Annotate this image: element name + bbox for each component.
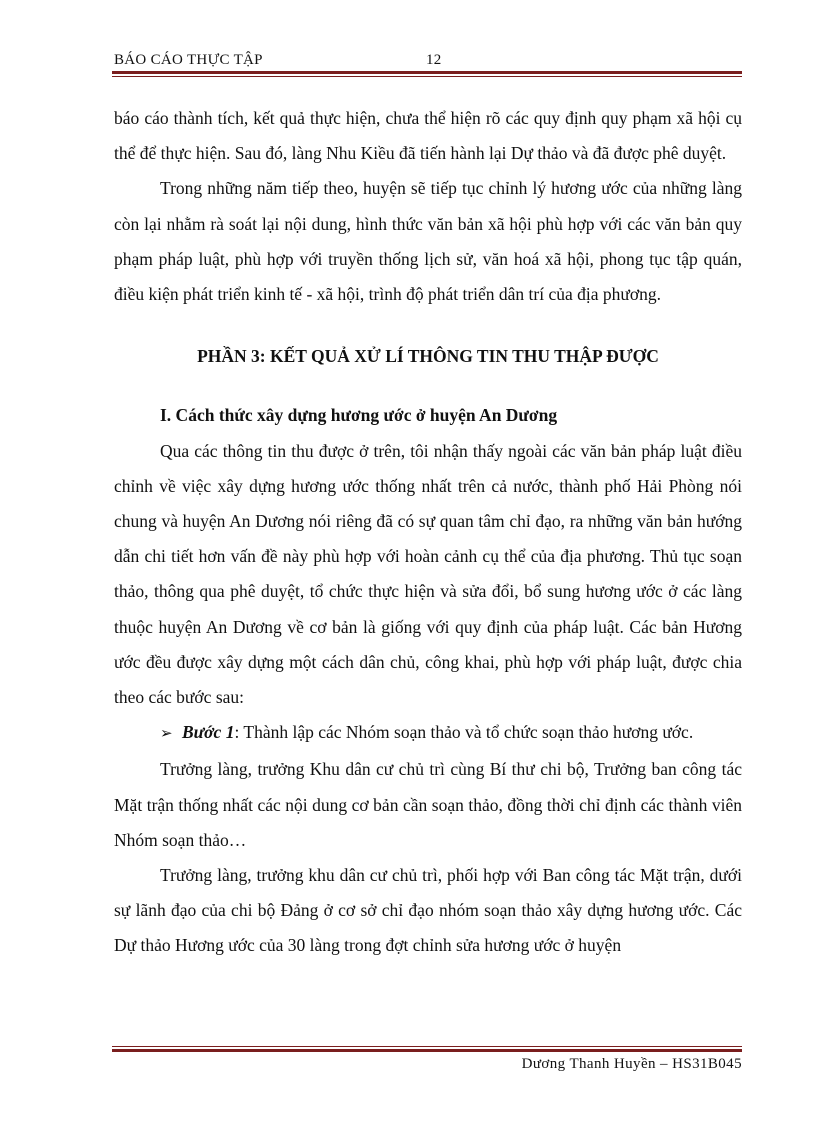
page-header bbox=[112, 52, 742, 72]
paragraph-drafting: Trưởng làng, trưởng khu dân cư chủ trì, phối hợp với Ban công tác Mặt trận, dưới sự lãnh đạo của chi bộ Đảng ở cơ sở chỉ đạo nhóm soạn thảo xây dựng hương ước. Các Dự thảo Hương ước của 30 làng trong đợt chỉnh sửa hương ước ở huyện bbox=[114, 865, 742, 956]
paragraph-continuation: báo cáo thành tích, kết quả thực hiện, chưa thể hiện rõ các quy định quy phạm xã hội cụ thể để thực hiện. Sau đó, làng Nhu Kiều đã tiến hành lại Dự thảo và đã được phê duyệt. bbox=[114, 108, 742, 164]
paragraph-overview: Qua các thông tin thu được ở trên, tôi nhận thấy ngoài các văn bản pháp luật điều chỉnh về việc xây dựng hương ước thống nhất trên cả nước, thành phố Hải Phòng nói chung và huyện An Dương nói riêng đã có sự quan tâm chỉ đạo, ra những văn bản hướng dẫn chi tiết hơn vấn đề này phù hợp với hoàn cảnh cụ thể của địa phương. Thủ tục soạn thảo, thông qua phê duyệt, tổ chức thực hiện và sửa đổi, bổ sung hương ước ở các làng thuộc huyện An Dương về cơ bản là giống với quy định của pháp luật. Các bản Hương ước đều được xây dựng một cách dân chủ, công khai, phù hợp với pháp luật, được chia theo các bước sau: bbox=[114, 440, 742, 708]
footer-rule-thick bbox=[112, 1049, 742, 1052]
step-1-item bbox=[114, 715, 742, 752]
arrow-bullet-icon: ➢ bbox=[160, 726, 173, 743]
header-rule-thick bbox=[112, 71, 742, 74]
footer-rule-thin bbox=[112, 1046, 742, 1047]
page-content bbox=[114, 101, 742, 964]
section-title: PHẦN 3: KẾT QUẢ XỬ LÍ THÔNG TIN THU THẬP ĐƯỢC bbox=[197, 346, 659, 367]
page-number: 12 bbox=[426, 52, 442, 68]
paragraph-village-head: Trưởng làng, trưởng Khu dân cư chủ trì cùng Bí thư chi bộ, Trưởng ban công tác Mặt trận thống nhất các nội dung cơ bản cần soạn thảo, đồng thời chỉ định các thành viên Nhóm soạn thảo… bbox=[114, 759, 742, 850]
footer-author: Dương Thanh Huyền – HS31B045 bbox=[521, 1056, 742, 1072]
paragraph-next-years: Trong những năm tiếp theo, huyện sẽ tiếp tục chỉnh lý hương ước của những làng còn lại nhằm rà soát lại nội dung, hình thức văn bản xã hội phù hợp với các văn bản quy phạm pháp luật, phù hợp với truyền thống lịch sử, văn hoá xã hội, phong tục tập quán, điều kiện phát triển kinh tế - xã hội, trình độ phát triển dân trí của địa phương. bbox=[114, 178, 742, 305]
report-title: BÁO CÁO THỰC TẬP bbox=[114, 52, 263, 68]
step-text: : Thành lập các Nhóm soạn thảo và tổ chức soạn thảo hương ước. bbox=[234, 722, 694, 743]
step-label: Bước 1 bbox=[182, 722, 235, 743]
subsection-title: I. Cách thức xây dựng hương ước ở huyện An Dương bbox=[160, 405, 558, 426]
header-rule-thin bbox=[112, 76, 742, 77]
